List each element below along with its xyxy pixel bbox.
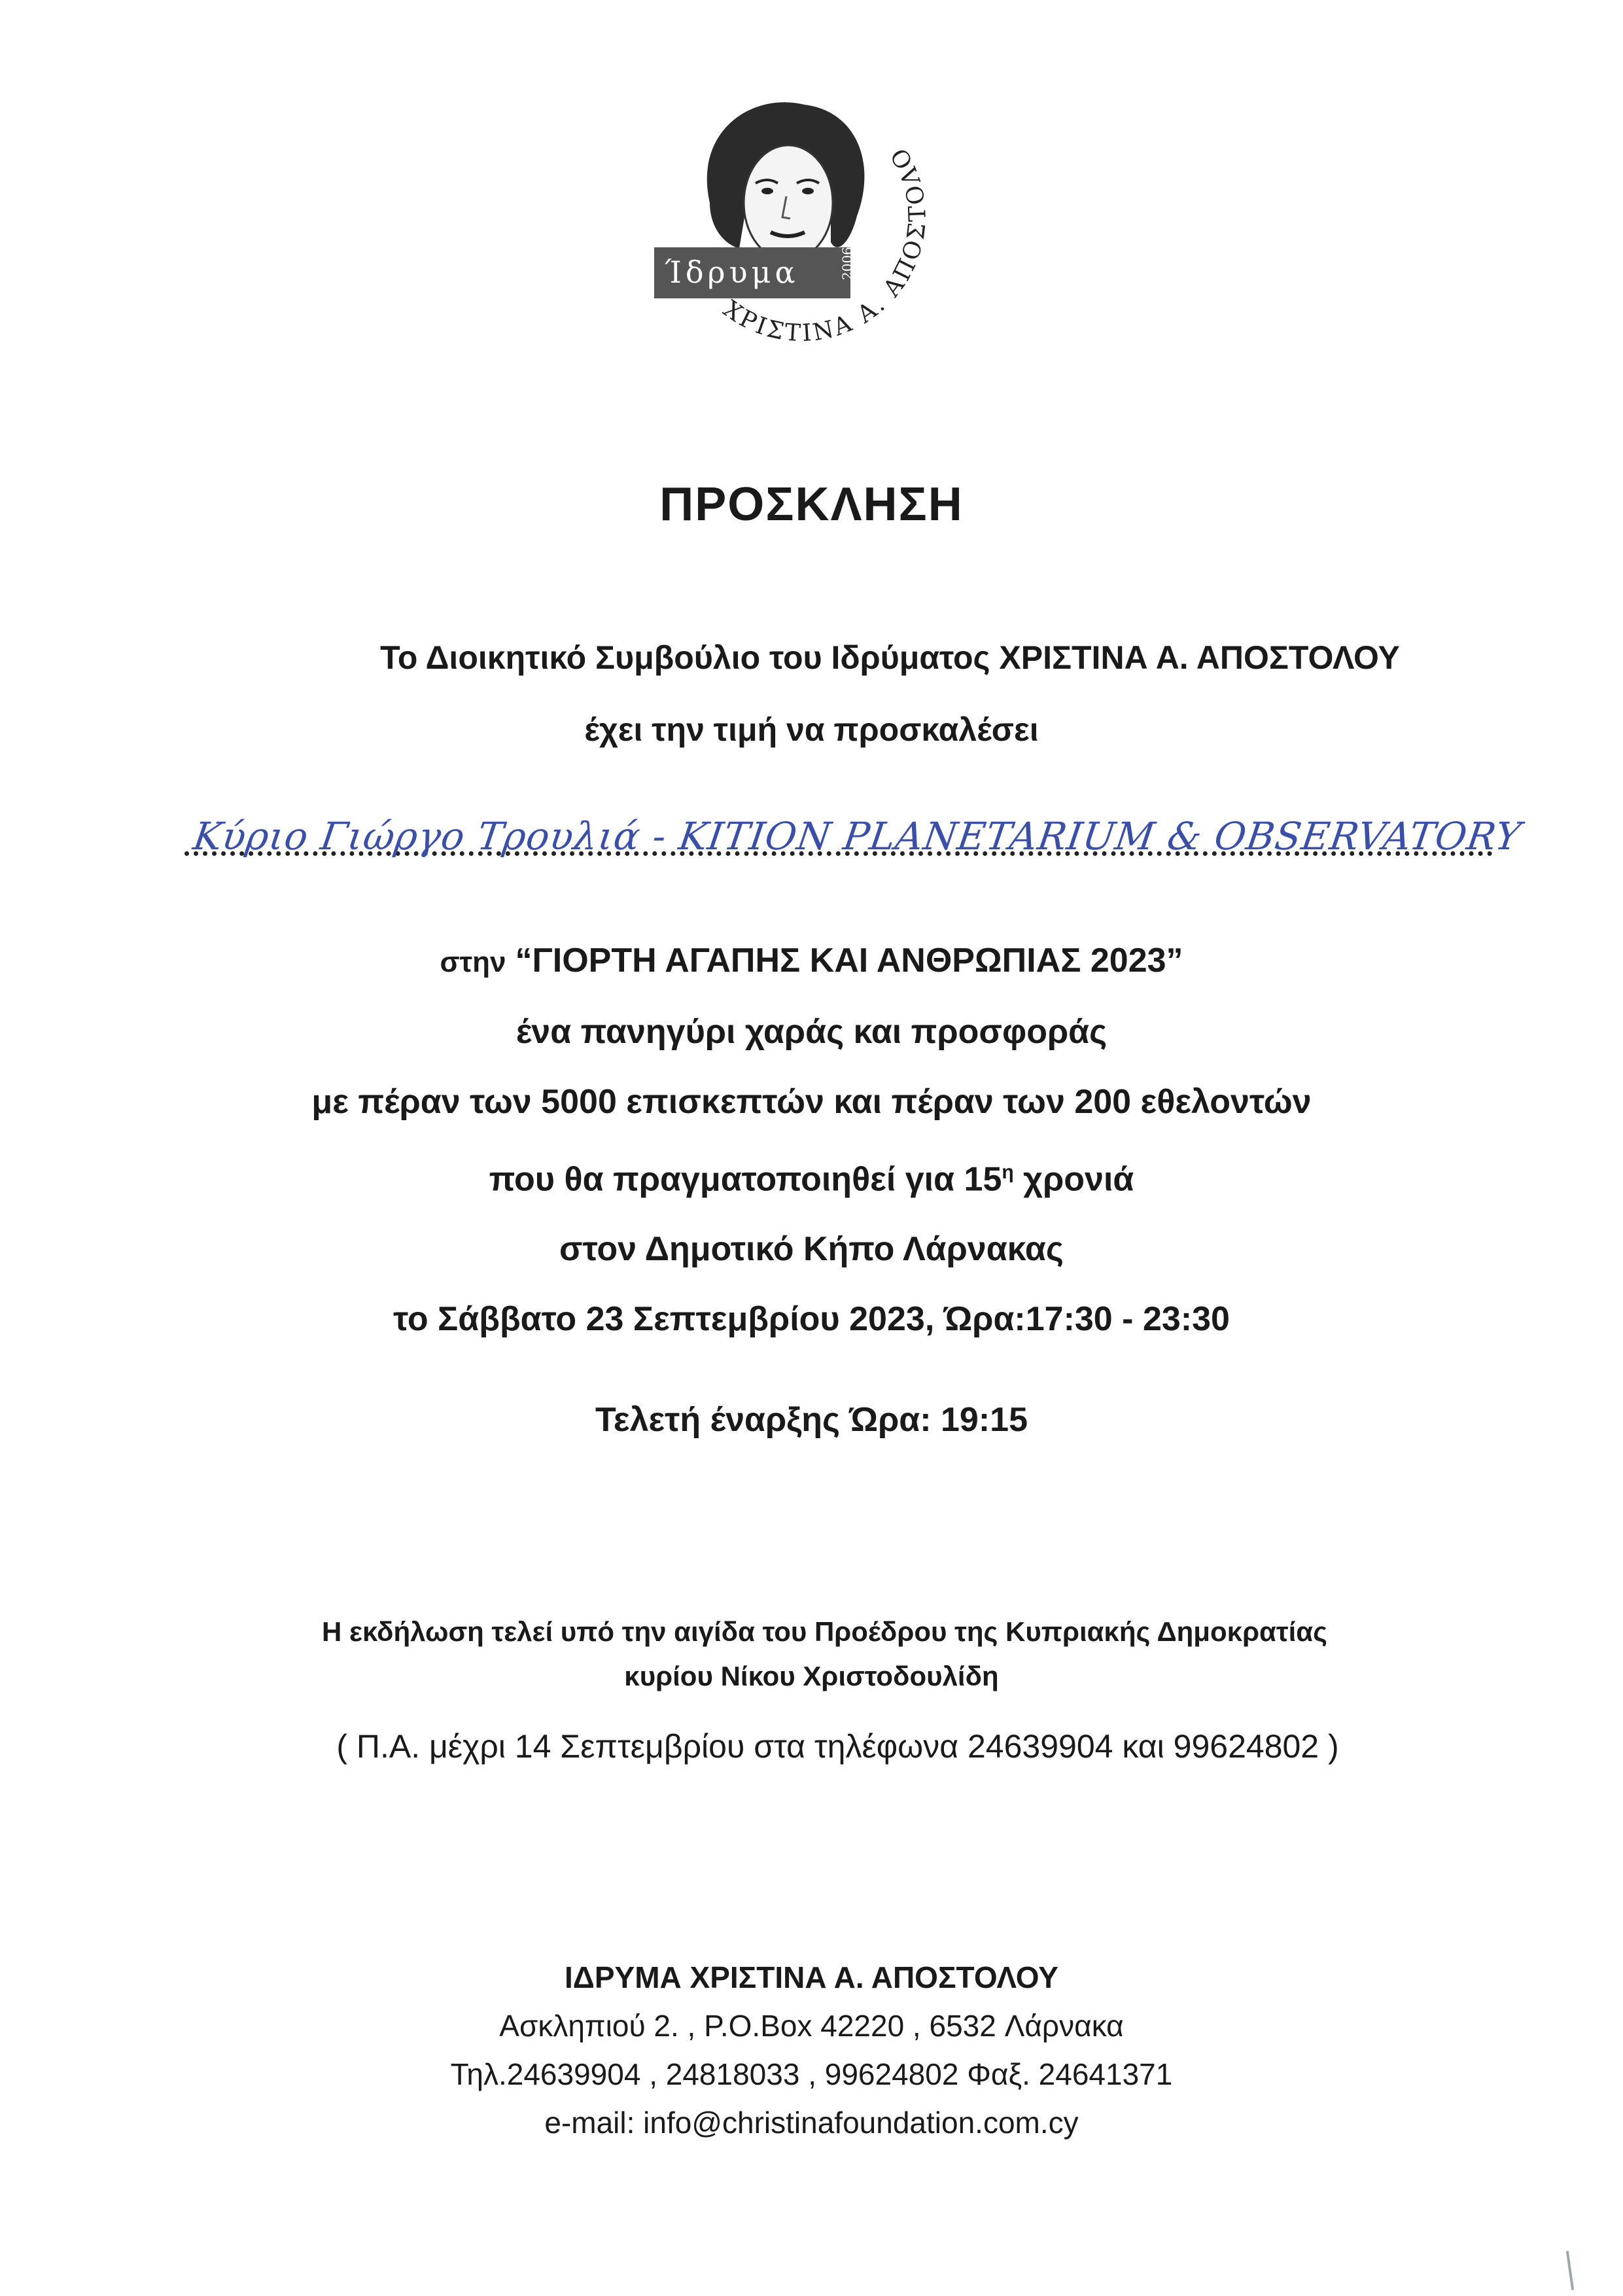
event-year-after: χρονιά [1013, 1160, 1134, 1199]
logo-arc-name: ΧΡΙΣΤΙΝΑ Α. ΑΠΟΣΤΟΛΟ [718, 141, 932, 347]
patron-line-auspices: Η εκδήλωση τελεί υπό την αιγίδα του Προέδρου της Κυπριακής Δημοκρατίας [322, 1616, 1327, 1647]
event-line-year [0, 1137, 1623, 1214]
event-year-sup: η [1002, 1161, 1014, 1183]
event-year-before: που θα πραγματοποιηθεί για 15 [489, 1160, 1002, 1199]
event-name-line [0, 926, 1623, 997]
footer-foundation-name: ΙΔΡΥΜΑ ΧΡΙΣΤΙΝΑ Α. ΑΠΟΣΤΟΛΟΥ [564, 1960, 1058, 1994]
event-name: “ΓΙΟΡΤΗ ΑΓΑΠΗΣ ΚΑΙ ΑΝΘΡΩΠΙΑΣ 2023” [515, 942, 1183, 980]
patron-line-name: κυρίου Νίκου Χριστοδουλίδη [624, 1661, 999, 1691]
footer-address: Ασκληπιού 2. , P.O.Box 42220 , 6532 Λάρνακα [499, 2009, 1124, 2043]
rsvp-text: ( Π.Α. μέχρι 14 Σεπτεμβρίου στα τηλέφωνα 24639904 και 99624802 ) [336, 1728, 1339, 1765]
event-details [0, 926, 1623, 1354]
intro-line-board: Το Διοικητικό Συμβούλιο του Ιδρύματος ΧΡΙΣΤΙΝΑ Α. ΑΠΟΣΤΟΛΟΥ [380, 639, 1400, 676]
foundation-logo [641, 92, 942, 366]
event-line-date: το Σάββατο 23 Σεπτεμβρίου 2023, Ώρα:17:30 - 23:30 [393, 1300, 1230, 1339]
logo-year: 2006 [839, 247, 855, 280]
footer-contact [0, 1953, 1623, 2147]
portrait-face [744, 145, 833, 260]
patron-text [0, 1610, 1623, 1699]
opening-ceremony: Τελετή έναρξης Ώρα: 19:15 [595, 1401, 1028, 1439]
scan-edge-mark [1566, 2251, 1574, 2290]
intro-line-honor: έχει την τιμή να προσκαλέσει [584, 711, 1039, 748]
page-title: ΠΡΟΣΚΛΗΣΗ [659, 478, 964, 531]
event-line-festival: ένα πανηγύρι χαράς και προσφοράς [515, 1013, 1108, 1051]
event-prefix: στην [440, 946, 506, 978]
footer-phones: Τηλ.24639904 , 24818033 , 99624802 Φαξ. 24641371 [450, 2057, 1173, 2091]
event-line-venue: στον Δημοτικό Κήπο Λάρνακας [559, 1230, 1064, 1269]
rsvp-note [0, 1727, 1623, 1765]
logo-word: Ίδρυμα [665, 255, 799, 290]
recipient-handwritten-name: Κύριο Γιώργο Τρουλιά - ΚΙΤΙΟΝ PLANETARIUM & OBSERVATORY [190, 814, 1524, 858]
foundation-logo-drawing [641, 92, 942, 366]
footer-email: e-mail: info@christinafoundation.com.cy [544, 2106, 1079, 2140]
intro-text [0, 622, 1623, 766]
recipient-field [184, 785, 1524, 870]
event-line-visitors: με πέραν των 5000 επισκεπτών και πέραν των 200 εθελοντών [311, 1083, 1312, 1121]
